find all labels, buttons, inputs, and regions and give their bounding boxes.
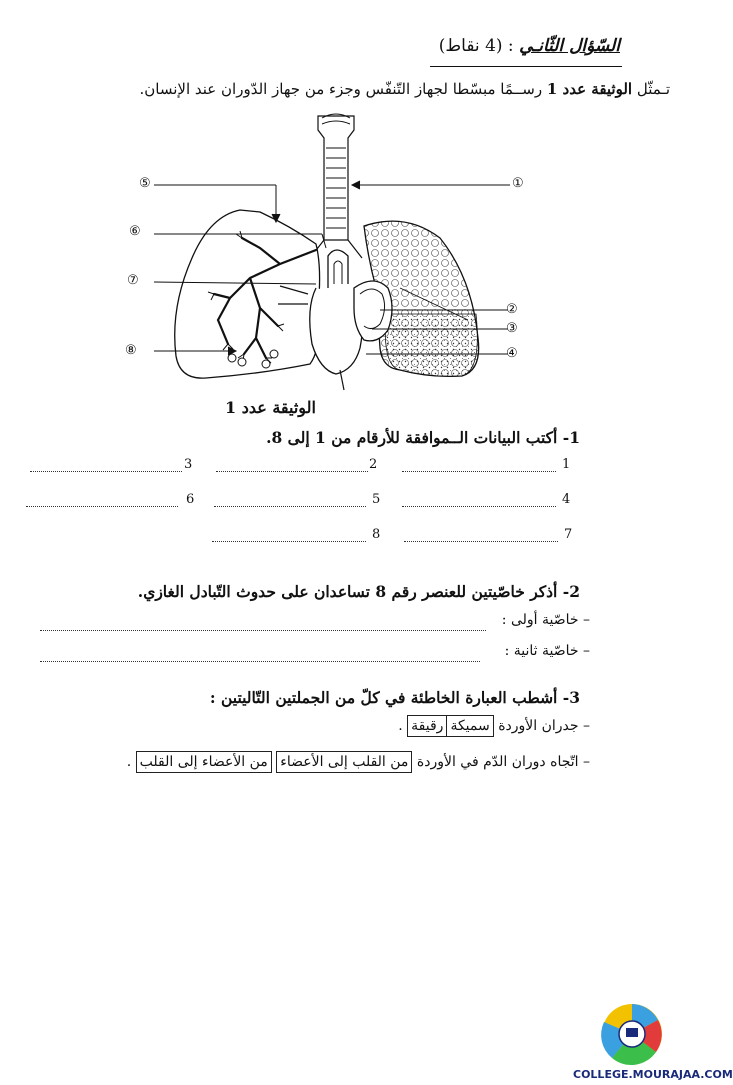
callout-3: ③ <box>506 321 518 336</box>
q1-num-7: 7 <box>564 527 573 542</box>
q1-answer-4[interactable] <box>402 506 556 507</box>
callout-4: ④ <box>506 346 518 361</box>
intro-text <box>10 80 670 98</box>
question-title <box>439 36 620 56</box>
left-lung <box>175 210 320 378</box>
q1-answer-1[interactable] <box>402 471 556 472</box>
q1-num-8: 8 <box>372 527 381 542</box>
question-label: السّؤال الثّانـي <box>519 36 620 56</box>
q3-s2-option-organs-to-heart[interactable]: من الأعضاء إلى القلب <box>136 751 272 773</box>
q1-answer-8[interactable] <box>212 541 366 542</box>
site-logo <box>590 996 674 1068</box>
callout-7: ⑦ <box>127 273 139 288</box>
q1-num-5: 5 <box>372 492 381 507</box>
q3-s1-lead: – جدران الأوردة <box>498 718 590 734</box>
intro-doc-ref: الوثيقة عدد 1 <box>546 80 633 98</box>
intro-prefix: تـمثّل <box>632 80 670 98</box>
callout-1: ① <box>512 176 524 191</box>
q3-s1-end: . <box>398 718 403 734</box>
figure-caption: الوثيقة عدد 1 <box>225 398 316 417</box>
q3-s2-end: . <box>126 754 132 770</box>
q1-answer-3[interactable] <box>30 471 182 472</box>
respiratory-diagram <box>110 108 550 408</box>
callout-6: ⑥ <box>129 224 141 239</box>
q1-answer-2[interactable] <box>216 471 368 472</box>
q1-num-6: 6 <box>186 492 195 507</box>
intro-rest: رســمًا مبسّطا لجهاز التّنفّس وجزء من جهاز الدّوران عند الإنسان. <box>139 80 547 98</box>
q2-answer-2[interactable] <box>40 661 480 662</box>
q1-num-1: 1 <box>562 457 571 472</box>
q3-s1-option-thick[interactable]: سميكة <box>446 715 493 737</box>
title-underline <box>430 66 622 67</box>
q1-answer-5[interactable] <box>214 506 366 507</box>
q3-text: 3- أشطب العبارة الخاطئة في كلّ من الجملتين التّاليتين : <box>209 688 580 707</box>
q2-answer-1[interactable] <box>40 630 486 631</box>
q3-s2-option-heart-to-organs[interactable]: من القلب إلى الأعضاء <box>276 751 412 773</box>
callout-5: ⑤ <box>139 176 151 191</box>
q1-num-3: 3 <box>184 457 193 472</box>
q1-num-2: 2 <box>369 457 378 472</box>
callout-2: ② <box>506 302 518 317</box>
q1-num-4: 4 <box>562 492 571 507</box>
logo-text: COLLEGE.MOURAJAA.COM <box>573 1068 733 1081</box>
points-label: : (4 نقاط) <box>438 36 514 56</box>
q1-answer-6[interactable] <box>26 506 178 507</box>
q1-answer-7[interactable] <box>404 541 558 542</box>
q3-s2-lead: – اتّجاه دوران الدّم في الأوردة <box>416 754 590 770</box>
callout-8: ⑧ <box>125 343 137 358</box>
q2-text: 2- أذكر خاصّيتين للعنصر رقم 8 تساعدان على حدوث التّبادل الغازي. <box>137 582 580 601</box>
q1-text: 1- أكتب البيانات الــموافقة للأرقام من 1 إلى 8. <box>266 428 580 447</box>
q3-sentence-2 <box>127 751 590 773</box>
q2-item1: – خاصّية أولى : <box>501 612 590 628</box>
q2-item2: – خاصّية ثانية : <box>504 643 590 659</box>
q3-sentence-1 <box>398 715 590 737</box>
q3-s1-option-thin[interactable]: رقيقة <box>407 715 446 737</box>
